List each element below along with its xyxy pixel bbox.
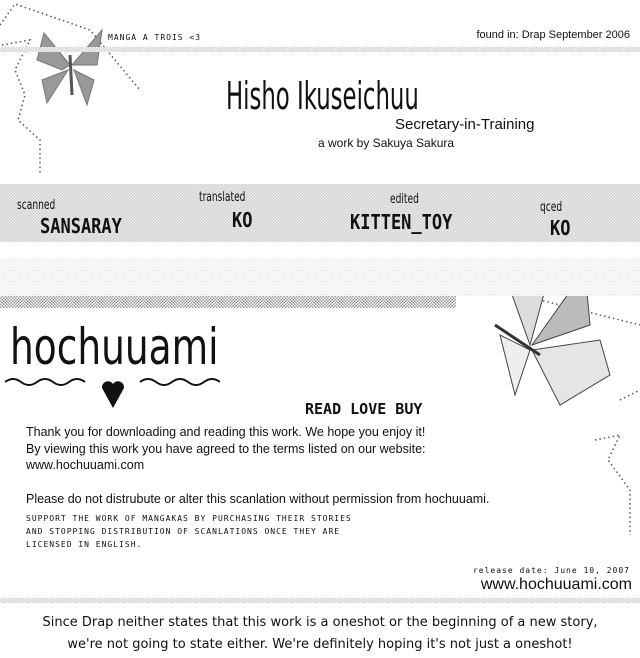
slogan: READ LOVE BUY xyxy=(305,400,423,418)
footer-line: Since Drap neither states that this work is a oneshot or the beginning of a new story, xyxy=(42,615,598,630)
butterfly-icon xyxy=(32,25,112,110)
group-tag: MANGA A TROIS <3 xyxy=(108,33,202,42)
credit-role: translated xyxy=(199,190,246,205)
support-line: SUPPORT THE WORK OF MANGAKAS BY PURCHASING THEIR STORIES xyxy=(26,514,352,523)
divider xyxy=(0,296,456,308)
page-title: Hisho Ikuseichuu xyxy=(226,74,419,118)
release-url[interactable]: www.hochuuami.com xyxy=(480,576,632,593)
divider xyxy=(0,258,640,296)
release-date: release date: June 10, 2007 xyxy=(472,566,630,575)
credit-name: KITTEN_TOY xyxy=(350,210,453,234)
credit-role: qced xyxy=(540,200,563,215)
support-line: LICENSED IN ENGLISH. xyxy=(26,540,143,549)
author: a work by Sakuya Sakura xyxy=(318,136,455,150)
support-line: AND STOPPING DISTRIBUTION OF SCANLATIONS ONCE THEY ARE xyxy=(26,527,341,536)
credit-name: SANSARAY xyxy=(40,214,122,238)
found-in: found in: Drap September 2006 xyxy=(476,29,630,41)
logo: hochuuami xyxy=(10,318,219,376)
footer-line: we're not going to state either. We're definitely hoping it's not just a oneshot! xyxy=(67,637,573,652)
heart-wave-icon xyxy=(5,372,220,412)
divider xyxy=(0,598,640,603)
credit-role: scanned xyxy=(17,198,56,213)
notice: Please do not distrubute or alter this scanlation without permission from hochuuami. xyxy=(26,491,490,506)
credit-role: edited xyxy=(390,192,419,207)
subtitle: Secretary-in-Training xyxy=(395,116,535,133)
website-link[interactable]: www.hochuuami.com xyxy=(26,458,145,472)
divider xyxy=(0,47,640,52)
body-line: Thank you for downloading and reading this work. We hope you enjoy it! xyxy=(26,425,426,439)
credit-name: KO xyxy=(550,216,571,240)
credit-name: KO xyxy=(232,208,253,232)
footer-note xyxy=(0,612,640,656)
body-line: By viewing this work you have agreed to the terms listed on our website: xyxy=(26,441,426,456)
body-text xyxy=(26,424,489,551)
